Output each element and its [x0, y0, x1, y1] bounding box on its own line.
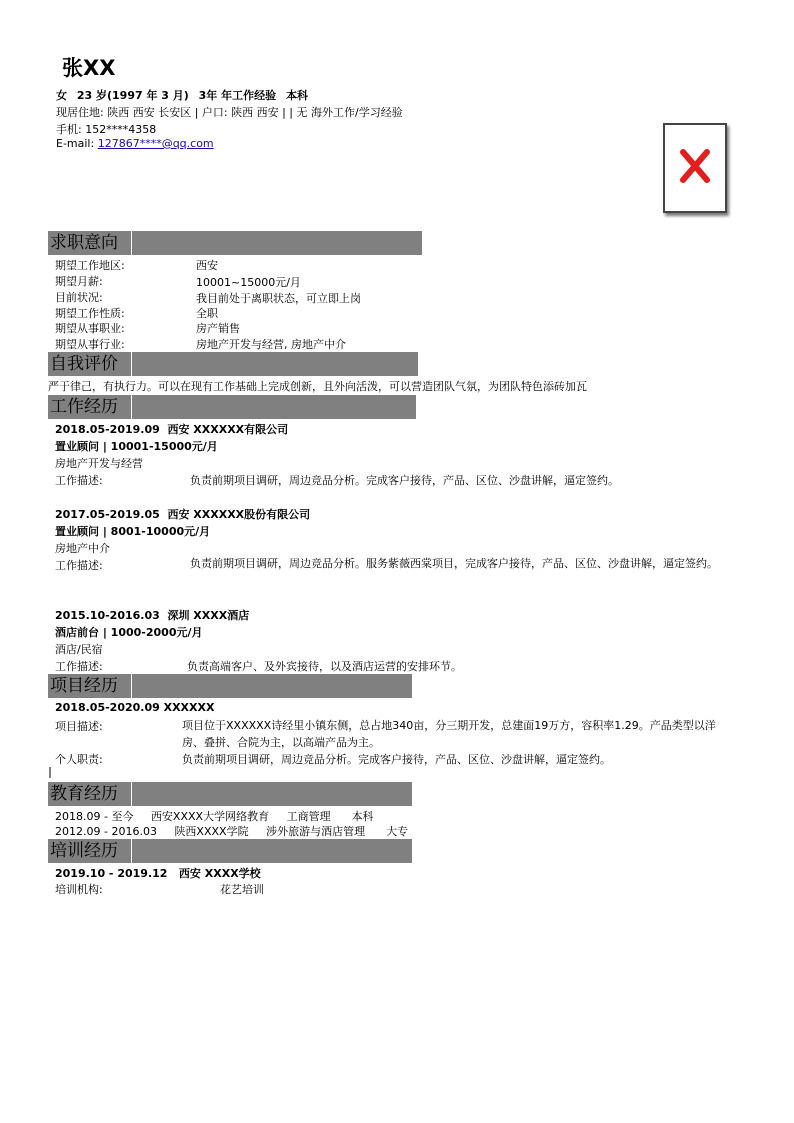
work-period: 2017.05-2019.05	[55, 508, 160, 521]
candidate-name: 张XX	[62, 56, 116, 80]
intent-label: 期望从事行业:	[55, 338, 125, 351]
intent-label: 期望工作地区:	[55, 259, 125, 272]
intent-value: 10001~15000元/月	[196, 276, 301, 289]
edu-school: 西安XXXX大学网络教育	[150, 810, 270, 823]
project-duty: 负责前期项目调研，周边竞品分析。完成客户接待，产品、区位、沙盘讲解，逼定签约。	[182, 753, 611, 766]
edu-major: 工商管理	[286, 810, 331, 823]
project-desc: 项目位于XXXXXX诗经里小镇东侧，总占地340亩，分三期开发，总建面19万方，容积率1.29。产品类型以洋房、叠拼、合院为主，以高端产品为主。	[182, 719, 716, 749]
edu-major: 涉外旅游与酒店管理	[266, 825, 366, 838]
training-title: 2019.10 - 2019.12 西安 XXXX学校	[55, 867, 261, 880]
work-desc: 负责前期项目调研，周边竞品分析。完成客户接待，产品、区位、沙盘讲解，逼定签约。	[190, 474, 619, 487]
degree: 本科	[285, 89, 308, 102]
self-eval-text: 严于律己，有执行力。可以在现有工作基础上完成创新，且外向活泼，可以营造团队气氛，为团队特色添砖加瓦	[48, 380, 587, 393]
section-title-intent: 求职意向	[48, 231, 131, 255]
training-label: 培训机构:	[55, 883, 103, 896]
section-title-work: 工作经历	[48, 395, 131, 419]
age: 23 岁(1997 年 3 月)	[76, 89, 189, 102]
section-bar	[132, 352, 418, 376]
work-industry: 房地产开发与经营	[55, 457, 143, 470]
work-desc-label: 工作描述:	[55, 660, 103, 673]
work-position: 置业顾问 | 10001-15000元/月	[55, 440, 218, 453]
work-period: 2018.05-2019.09	[55, 423, 160, 436]
broken-image-x-icon	[680, 149, 710, 183]
work-industry: 酒店/民宿	[55, 643, 103, 656]
project-duty-label: 个人职责:	[55, 753, 103, 766]
phone-value: 152****4358	[85, 123, 157, 136]
section-bar	[132, 839, 412, 863]
training-value: 花艺培训	[220, 883, 264, 896]
basic-info-line	[56, 87, 314, 103]
intent-value: 我目前处于离职状态，可立即上岗	[196, 292, 361, 305]
work-company: 西安 XXXXXX有限公司	[167, 423, 289, 436]
work-desc: 负责前期项目调研，周边竞品分析。服务紫薇西棠项目，完成客户接待，产品、区位、沙盘讲解，逼定签约。	[190, 557, 718, 570]
section-bar	[132, 395, 416, 419]
edu-degree: 大专	[386, 825, 409, 838]
intent-value: 房产销售	[196, 322, 240, 335]
work-title	[55, 607, 249, 623]
work-position: 置业顾问 | 8001-10000元/月	[55, 525, 211, 538]
work-period: 2015.10-2016.03	[55, 609, 160, 622]
intent-label: 期望从事职业:	[55, 322, 125, 335]
section-bar	[132, 231, 422, 255]
experience: 3年 年工作经验	[198, 89, 277, 102]
gender: 女	[56, 89, 67, 102]
intent-value: 全职	[196, 307, 218, 320]
work-company: 深圳 XXXX酒店	[167, 609, 250, 622]
edu-period: 2018.09 - 至今	[55, 810, 134, 823]
section-title-edu: 教育经历	[48, 782, 131, 806]
phone-line	[56, 121, 156, 137]
section-title-self: 自我评价	[48, 352, 131, 376]
work-position: 酒店前台 | 1000-2000元/月	[55, 626, 203, 639]
phone-label: 手机:	[56, 123, 82, 136]
project-title: 2018.05-2020.09 XXXXXX	[55, 701, 215, 714]
section-bar	[132, 782, 412, 806]
work-company: 西安 XXXXXX股份有限公司	[167, 508, 311, 521]
section-bar-stub	[49, 767, 51, 778]
residence-line: 现居住地: 陕西 西安 长安区 | 户口: 陕西 西安 | | 无 海外工作/学习经验	[56, 106, 403, 119]
work-industry: 房地产中介	[55, 542, 110, 555]
work-desc: 负责高端客户、及外宾接待，以及酒店运营的安排环节。	[187, 660, 462, 673]
photo-placeholder	[663, 123, 727, 213]
intent-label: 期望月薪:	[55, 275, 103, 288]
work-desc-label: 工作描述:	[55, 474, 103, 487]
edu-row	[55, 808, 374, 824]
email-link[interactable]: 127867****@qq.com	[97, 137, 214, 150]
intent-value: 西安	[196, 259, 218, 272]
section-title-project: 项目经历	[48, 674, 131, 698]
section-title-train: 培训经历	[48, 839, 131, 863]
edu-row	[55, 823, 408, 839]
intent-label: 期望工作性质:	[55, 307, 125, 320]
work-desc-label: 工作描述:	[55, 559, 103, 572]
work-title	[55, 506, 310, 522]
intent-value: 房地产开发与经营, 房地产中介	[196, 338, 346, 351]
edu-degree: 本科	[351, 810, 374, 823]
email-label: E-mail:	[56, 137, 95, 150]
project-desc-label: 项目描述:	[55, 720, 103, 733]
work-title	[55, 421, 288, 437]
intent-label: 目前状况:	[55, 291, 103, 304]
edu-period: 2012.09 - 2016.03	[55, 825, 157, 838]
email-line	[56, 137, 214, 150]
edu-school: 陕西XXXX学院	[174, 825, 249, 838]
section-bar	[132, 674, 412, 698]
